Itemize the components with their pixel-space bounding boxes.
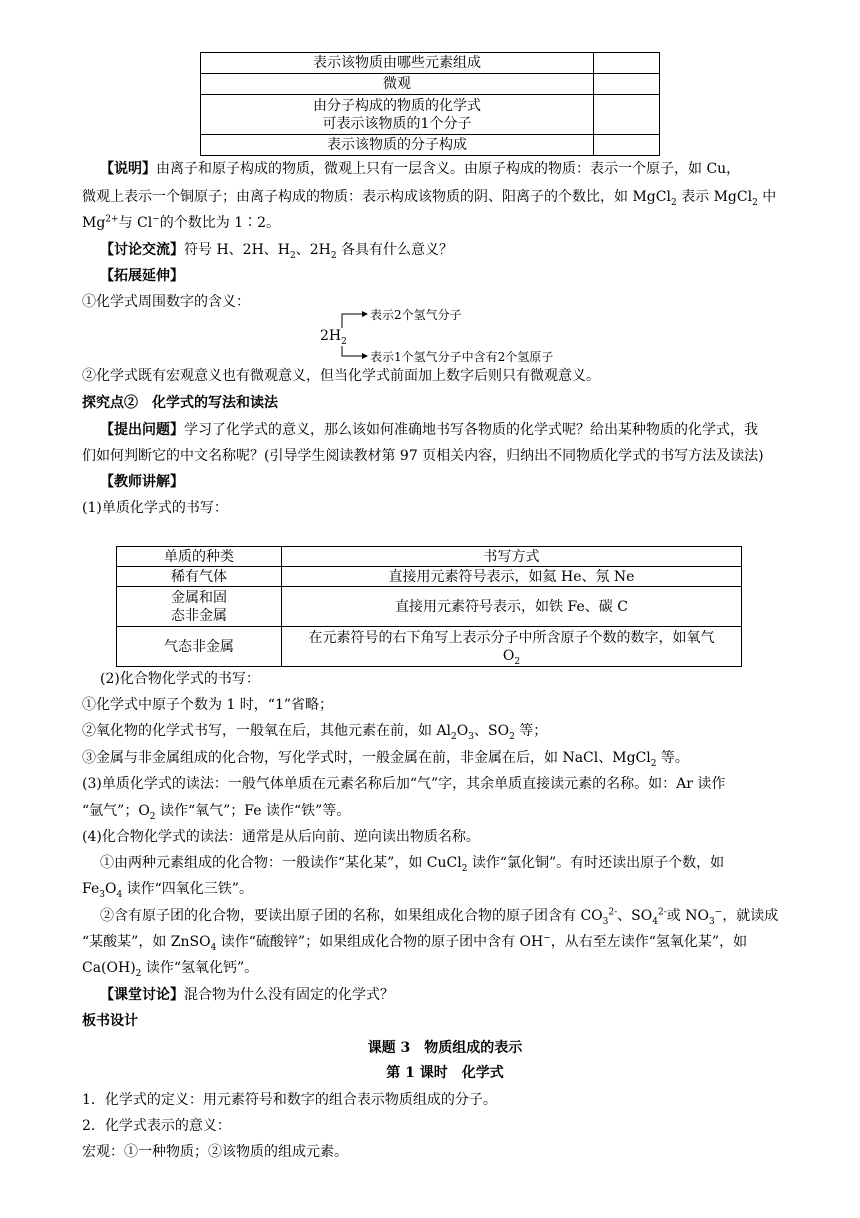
table-cell <box>282 627 742 667</box>
subscript: 2 <box>461 863 468 874</box>
discuss-label: 【讨论交流】 <box>100 242 184 258</box>
text: ，就读成 <box>722 908 779 924</box>
subscript: 2 <box>514 656 521 667</box>
text: 读作“硫酸锌”；如果组成化合物的原子团中含有 OH <box>216 934 544 950</box>
table-cell: 直接用元素符号表示，如氦 He、氖 Ne <box>282 567 742 587</box>
note-text: 与 Cl <box>118 215 153 231</box>
text: Ca(OH) <box>82 960 136 976</box>
table-cell: 直接用元素符号表示，如铁 Fe、碳 C <box>282 587 742 627</box>
cell-line: 可表示该物质的1个分子 <box>322 115 472 132</box>
text: O <box>456 723 469 739</box>
table-cell <box>117 587 282 627</box>
board-heading-2: 第 1 课时 化学式 <box>386 1065 504 1081</box>
table-cell <box>594 135 660 156</box>
subscript: 3 <box>99 889 105 900</box>
table-cell: 表示该物质由哪些元素组成 <box>201 53 594 74</box>
text: ①由两种元素组成的化合物：一般读作“某化某”，如 CuCl <box>100 855 462 871</box>
element-table <box>116 546 742 667</box>
subscript: 4 <box>652 916 658 927</box>
subscript: 2 <box>752 197 758 208</box>
cell-line: 在元素符号的右下角写上表示分子中所含原子个数的数字，如氧气 <box>308 629 715 646</box>
text: 读作“氢氧化钙”。 <box>141 960 259 976</box>
teacher-s4: (4)化合物化学式的读法：通常是从后向前、逆向读出物质名称。 <box>82 829 480 845</box>
subscript: 3 <box>602 916 609 927</box>
note-text: 中 <box>757 189 777 205</box>
formula-diagram <box>318 306 588 366</box>
note-label: 【说明】 <box>100 161 156 177</box>
subscript: 3 <box>708 916 715 927</box>
board-point-1: 1．化学式的定义：用元素符号和数字的组合表示物质组成的分子。 <box>82 1092 497 1108</box>
table-cell <box>594 74 660 95</box>
note-text: 微观上表示一个铜原子；由离子构成的物质：表示构成该物质的阴、阳离子的个数比，如 MgCl <box>82 189 671 205</box>
teacher-s2-3 <box>82 748 689 768</box>
subscript: 3 <box>468 731 474 742</box>
text: ，从右至左读作“氢氧化某”，如 <box>550 934 748 950</box>
note-text: 的个数比为 1∶2。 <box>159 215 281 231</box>
text: 等； <box>514 723 548 739</box>
subscript: 2 <box>451 731 457 742</box>
discuss-text: 各具有什么意义？ <box>336 242 454 258</box>
text: 读作“氧气”；Fe 读作“铁”等。 <box>155 803 351 819</box>
text: ③金属与非金属组成的化合物，写化学式时，一般金属在前，非金属在后，如 NaCl、MgCl <box>82 750 651 766</box>
superscript: 2- <box>608 907 618 918</box>
subscript: 2 <box>330 250 337 261</box>
text: “氩气”；O <box>82 803 150 819</box>
teacher-s4-2-line-3 <box>82 958 258 978</box>
table-header: 单质的种类 <box>117 547 282 567</box>
text: 读作“四氧化三铁”。 <box>122 881 253 897</box>
note-text: Mg <box>82 215 106 231</box>
superscript: 2- <box>657 907 667 918</box>
discuss-line <box>100 240 453 260</box>
cell-line <box>286 647 737 665</box>
extend-label: 【拓展延伸】 <box>100 268 184 284</box>
text: ②含有原子团的化合物，要读出原子团的名称，如果组成化合物的原子团含有 CO <box>100 908 603 924</box>
table-cell: 微观 <box>201 74 594 95</box>
superscript: − <box>152 214 160 225</box>
subscript: 4 <box>116 889 123 900</box>
diagram-top-label: 表示2个氢气分子 <box>370 308 462 322</box>
teacher-s4-2-line-2 <box>82 932 747 952</box>
table-cell <box>594 95 660 135</box>
teacher-s2-2 <box>82 721 547 741</box>
teacher-s3-line-1: (3)单质化学式的读法：一般气体单质在元素名称后加“气”字，其余单质直接读元素的名称。如：Ar 读作 <box>82 776 726 792</box>
table-cell: 气态非金属 <box>117 627 282 667</box>
subscript: 2 <box>509 731 515 742</box>
note-line-2 <box>82 187 776 207</box>
teacher-s4-1-line-1 <box>100 853 724 873</box>
teacher-s4-2-line-1 <box>100 906 778 926</box>
table-cell <box>201 95 594 135</box>
text: 、SO <box>474 723 510 739</box>
class-discuss-text: 混合物为什么没有固定的化学式？ <box>184 987 394 1003</box>
diagram-bottom-label: 表示1个氢气分子中含有2个氢原子 <box>370 350 554 364</box>
discuss-text: 、2H <box>295 242 331 258</box>
superscript: − <box>543 933 551 944</box>
teacher-s1: (1)单质化学式的书写： <box>82 500 228 516</box>
teacher-label: 【教师讲解】 <box>100 474 184 490</box>
text: 或 NO <box>666 908 709 924</box>
section-title: 探究点② 化学式的写法和读法 <box>82 395 278 411</box>
formula: 2H <box>320 328 342 344</box>
subscript: 2 <box>650 758 657 769</box>
question-text: 学习了化学式的意义，那么该如何准确地书写各物质的化学式呢？给出某种物质的化学式，我 <box>184 422 758 438</box>
subscript: 2 <box>149 811 156 822</box>
table-cell: 稀有气体 <box>117 567 282 587</box>
subscript: 4 <box>210 942 217 953</box>
extend-item-1: ①化学式周围数字的含义： <box>82 294 250 310</box>
board-point-2: 2．化学式表示的意义： <box>82 1118 231 1134</box>
teacher-s4-1-line-2 <box>82 879 253 899</box>
subscript: 2 <box>135 968 142 979</box>
board-title: 板书设计 <box>82 1013 138 1029</box>
board-heading-1: 课题 3 物质组成的表示 <box>367 1040 523 1056</box>
subscript: 2 <box>341 336 347 347</box>
text: ②氧化物的化学式书写，一般氧在后，其他元素在前，如 Al <box>82 723 452 739</box>
note-line-3 <box>82 213 280 233</box>
cell-line: 金属和固 <box>171 589 227 606</box>
text: O <box>104 881 117 897</box>
table-cell <box>594 53 660 74</box>
question-label: 【提出问题】 <box>100 422 184 438</box>
extend-item-2: ②化学式既有宏观意义也有微观意义，但当化学式前面加上数字后则只有微观意义。 <box>82 368 600 384</box>
question-line-2: 们如何判断它的中文名称呢？(引导学生阅读教材第 97 页相关内容，归纳出不同物质化学式的书写方法及读法) <box>82 448 764 464</box>
text: “某酸某”，如 ZnSO <box>82 934 211 950</box>
text: Fe <box>82 881 100 897</box>
cell-line: 由分子构成的物质的化学式 <box>313 97 481 114</box>
superscript: 2+ <box>105 214 119 225</box>
superscript: − <box>714 907 723 918</box>
formula: O <box>502 647 515 664</box>
board-point-3: 宏观：①一种物质；②该物质的组成元素。 <box>82 1144 348 1160</box>
text: 读作“氯化铜”。有时还读出原子个数，如 <box>467 855 725 871</box>
meaning-table <box>200 52 660 156</box>
text: 、SO <box>617 908 653 924</box>
teacher-s2-1: ①化学式中原子个数为 1 时，“1”省略； <box>82 697 334 713</box>
question-line-1 <box>100 420 758 440</box>
note-text: 由离子和原子构成的物质，微观上只有一层含义。由原子构成的物质：表示一个原子，如 Cu， <box>156 161 741 177</box>
cell-line: 态非金属 <box>171 607 227 624</box>
class-discuss-label: 【课堂讨论】 <box>100 987 184 1003</box>
note-line-1 <box>100 159 740 179</box>
formula-text <box>320 328 347 347</box>
subscript: 2 <box>289 250 296 261</box>
table-cell: 表示该物质的分子构成 <box>201 135 594 156</box>
note-text: 表示 MgCl <box>676 189 753 205</box>
class-discuss-line <box>100 985 394 1005</box>
subscript: 2 <box>670 197 677 208</box>
table-header: 书写方式 <box>282 547 742 567</box>
teacher-s2: (2)化合物化学式的书写： <box>100 671 260 687</box>
discuss-text: 符号 H、2H、H <box>184 242 290 258</box>
teacher-s3-line-2 <box>82 801 350 821</box>
text: 等。 <box>656 750 689 766</box>
